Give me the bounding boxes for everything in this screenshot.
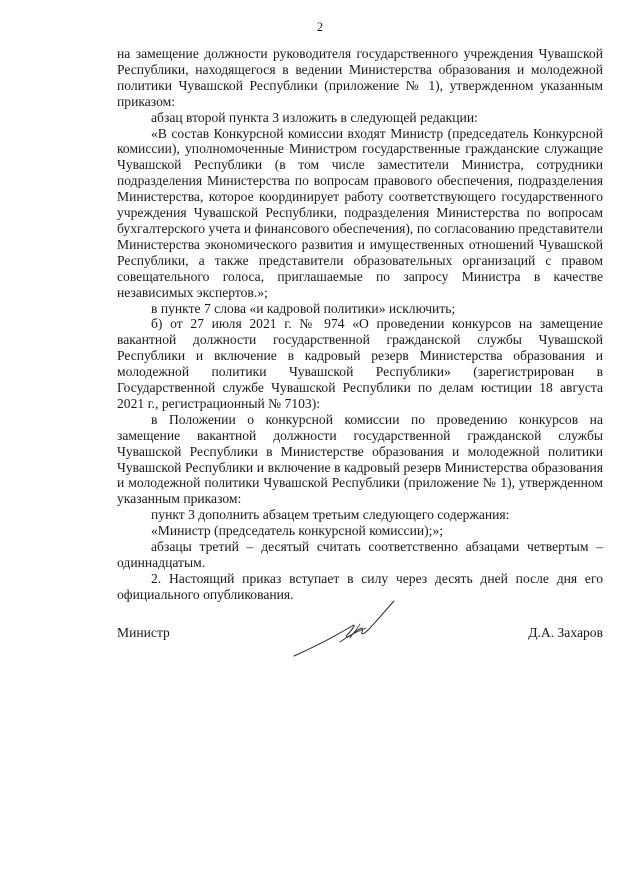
page-number: 2 [316, 20, 324, 34]
handwritten-signature [290, 598, 400, 660]
paragraph-amendment-intro: абзац второй пункта 3 изложить в следующей редакции: [151, 109, 478, 125]
paragraph-point-7: в пункте 7 слова «и кадровой политики» исключить; [151, 300, 456, 316]
paragraph-order-974: б) от 27 июля 2021 г. № 974 «О проведении конкурсов на замещение вакантной должности государственной гражданской службы Чувашской Республики и включение в кадровый резерв Министерства образования и молодежной политики Чувашской Республики» (зарегистрирован в Государственной службе Чувашской Республики по делам юстиции 18 августа 2021 г., регистрационный № 7103): [117, 316, 603, 411]
paragraph-quoted-minister: «Министр (председатель конкурсной комиссии);»; [151, 523, 444, 539]
paragraph-entry-into-force: 2. Настоящий приказ вступает в силу через десять дней после дня его официального опубликования. [117, 570, 603, 602]
signatory-position: Министр [117, 625, 170, 640]
document-body [117, 46, 603, 603]
paragraph-renumbering: абзацы третий – десятый считать соответственно абзацами четвертым – одиннадцатым. [117, 539, 603, 570]
paragraph-point-3-addition: пункт 3 дополнить абзацем третьим следующего содержания: [151, 507, 510, 523]
paragraph-regulation: в Положении о конкурсной комиссии по проведению конкурсов на замещение вакантной должности государственной гражданской службы Чувашской Республики в Министерстве образования и молодежной политики Чувашской Республики и включение в кадровый резерв Министерства образования и молодежной политики Чувашской Республики (приложение № 1), утвержденном указанным приказом: [117, 411, 603, 507]
signatory-name: Д.А. Захаров [528, 625, 603, 640]
paragraph-commission-composition: «В состав Конкурсной комиссии входят Министр (председатель Конкурсной комиссии), уполномоченные Министром государственные гражданские служащие Чувашской Республики (в том числе заместители Министра, сотрудники подразделения Министерства по вопросам правового обеспечения, подразделения Министерства, которое координирует работу соответствующего государственного учреждения Чувашской Республики, подразделения Министерства по вопросам бухгалтерского учета и финансового обеспечения), по согласованию представители Министерства экономического развития и имущественных отношений Чувашской Республики, а также представители образовательных организаций с правом совещательного голоса, приглашаемые по запросу Министра в качестве независимых экспертов.»; [117, 125, 603, 300]
paragraph-continuation: на замещение должности руководителя государственного учреждения Чувашской Республики, находящегося в ведении Министерства образования и молодежной политики Чувашской Республики (приложение № 1), утвержденном указанным приказом: [117, 46, 603, 109]
